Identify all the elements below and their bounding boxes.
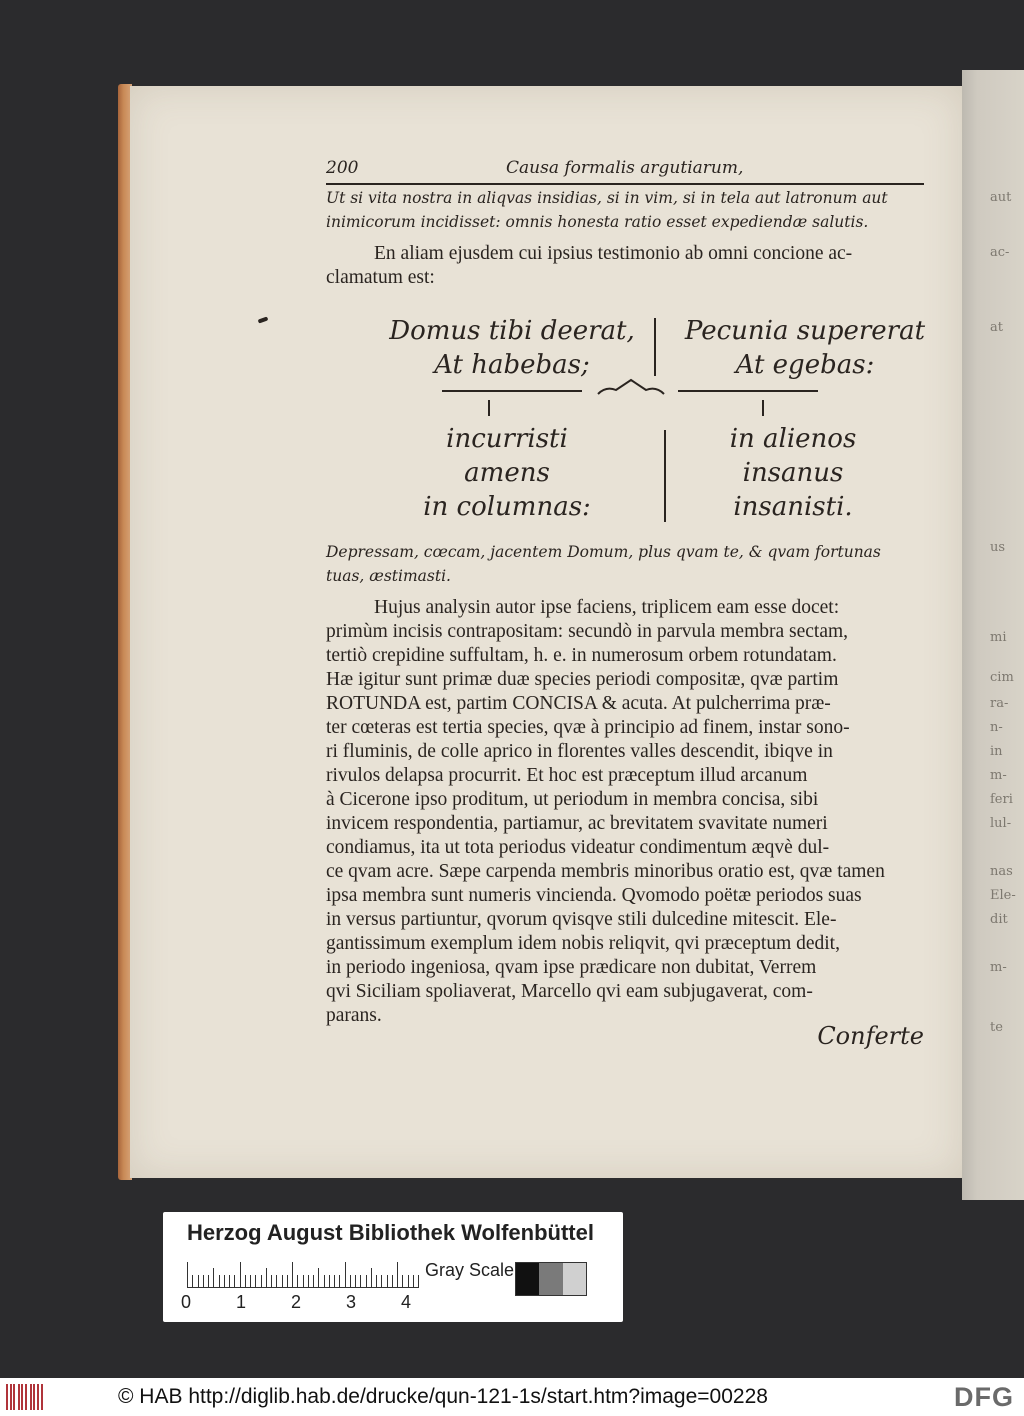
diagram-line: amens	[464, 458, 550, 488]
ruler-tick	[276, 1275, 277, 1288]
diagram-bracket-peak	[596, 378, 666, 398]
diagram-line: in alienos	[729, 424, 857, 454]
diagram-stem-left	[488, 400, 490, 416]
ruler-number: 2	[291, 1292, 302, 1312]
next-page-fragment: in	[990, 744, 1003, 759]
ruler-tick	[255, 1275, 256, 1288]
intro-paragraph	[326, 242, 926, 290]
text-line: Depressam, cœcam, jacentem Domum, plus qvam te, & qvam fortunas	[326, 543, 881, 561]
ruler-tick	[203, 1275, 204, 1288]
next-page-fragment: at	[990, 320, 1003, 335]
text-line: rivulos delapsa procurrit. Et hoc est præceptum illud arcanum	[326, 765, 808, 786]
ruler-tick	[324, 1275, 325, 1288]
ink-mark	[258, 316, 269, 323]
text-line: qvi Siciliam spoliaverat, Marcello qvi eam subjugaverat, com-	[326, 981, 813, 1002]
quote-paragraph	[326, 186, 926, 234]
next-page-fragment: nas	[990, 864, 1013, 879]
text-line: ROTUNDA est, partim CONCISA & acuta. At pulcherrima præ-	[326, 693, 831, 714]
ruler-tick	[392, 1275, 393, 1288]
diagram-bracket-left	[442, 390, 582, 392]
next-page-fragment: feri	[990, 792, 1013, 807]
copyright-text: © HAB http://diglib.hab.de/drucke/qun-121-1s/start.htm?image=00228	[118, 1385, 768, 1408]
text-line: ter cœteras est tertia species, qvæ à principio ad finem, instar sono-	[326, 717, 850, 738]
ruler-tick	[303, 1275, 304, 1288]
gray-scale-label: Gray Scale	[425, 1260, 515, 1280]
text-line: in versus partiuntur, qvorum qvisqve stili dulcedine mitescit. Ele-	[326, 909, 837, 930]
ruler-tick	[282, 1275, 283, 1288]
text-line: primùm incisis contrapositam: secundò in parvula membra sectam,	[326, 621, 849, 642]
running-head-title: Causa formalis argutiarum,	[506, 158, 744, 178]
ruler-tick	[318, 1268, 319, 1288]
library-scale-label	[163, 1212, 623, 1322]
next-page-fragment: te	[990, 1020, 1003, 1035]
text-line: tuas, æstimasti.	[326, 567, 451, 585]
ruler-tick	[250, 1275, 251, 1288]
diagram-line: insanus	[742, 458, 844, 488]
gray-swatch	[563, 1263, 586, 1295]
body-paragraph	[326, 596, 926, 1028]
library-name: Herzog August Bibliothek Wolfenbüttel	[187, 1220, 594, 1245]
next-page-fragment: mi	[990, 630, 1007, 645]
barcode-stripe	[21, 1384, 23, 1410]
diagram-line: At habebas;	[434, 350, 590, 380]
next-page-fragment: ac-	[990, 245, 1010, 260]
text-line: ce qvam acre. Sæpe carpenda membris minoribus oratio est, qvæ tamen	[326, 861, 885, 882]
barcode-stripe	[10, 1384, 12, 1410]
text-line: Ut si vita nostra in aliqvas insidias, si in vim, si in tela aut latronum aut	[326, 189, 888, 207]
ruler-tick	[313, 1275, 314, 1288]
barcode-stripe	[6, 1384, 8, 1410]
ruler-tick	[418, 1275, 419, 1288]
ruler-tick	[350, 1275, 351, 1288]
ruler-tick	[224, 1275, 225, 1288]
ruler-tick	[229, 1275, 230, 1288]
barcode-icon	[6, 1384, 46, 1410]
barcode-stripe	[33, 1384, 35, 1410]
ruler-tick	[360, 1275, 361, 1288]
next-page-fragment: m-	[990, 960, 1007, 975]
ruler-tick	[266, 1268, 267, 1288]
next-page-fragment: us	[990, 540, 1006, 555]
ruler-tick	[192, 1275, 193, 1288]
ruler-tick	[376, 1275, 377, 1288]
text-line: clamatum est:	[326, 267, 435, 288]
ruler-tick	[366, 1275, 367, 1288]
ruler-tick	[402, 1275, 403, 1288]
diagram-top-right	[670, 314, 940, 382]
ruler-tick	[397, 1262, 398, 1288]
next-page-fragment: aut	[990, 190, 1012, 205]
text-line: ri fluminis, de colle aprico in florentes valles descendit, ibiqve in	[326, 741, 833, 762]
next-page-fragment: m-	[990, 768, 1007, 783]
header-rule	[326, 183, 924, 185]
barcode-stripe	[25, 1384, 27, 1410]
next-page-fragment: n-	[990, 720, 1003, 735]
diagram-line: Pecunia supererat	[684, 316, 926, 346]
next-page-edge	[962, 70, 1024, 1200]
ruler-tick	[345, 1262, 346, 1288]
diagram-bracket-right	[678, 390, 818, 392]
text-line: condiamus, ita ut tota periodus videatur condimentum æqvè dul-	[326, 837, 830, 858]
ruler-tick	[339, 1275, 340, 1288]
running-header	[326, 158, 926, 182]
diagram-bottom-left	[412, 422, 602, 524]
ruler-tick	[271, 1275, 272, 1288]
ruler-tick	[245, 1275, 246, 1288]
diagram-line: insanisti.	[733, 492, 853, 522]
diagram-line: in columnas:	[423, 492, 591, 522]
caption-paragraph	[326, 540, 926, 588]
ruler-number: 4	[401, 1292, 412, 1312]
next-page-fragment: ra-	[990, 696, 1009, 711]
page-number: 200	[326, 158, 359, 178]
ruler-tick	[208, 1275, 209, 1288]
diagram-line: incurristi	[446, 424, 568, 454]
diagram-divider-bottom	[664, 430, 666, 522]
diagram-stem-right	[762, 400, 764, 416]
ruler-tick	[213, 1268, 214, 1288]
ruler-tick	[187, 1262, 188, 1288]
ruler-number: 0	[181, 1292, 192, 1312]
ruler-tick	[240, 1262, 241, 1288]
ruler-tick	[261, 1275, 262, 1288]
text-line: gantissimum exemplum idem nobis reliqvit, qvi præceptum dedit,	[326, 933, 840, 954]
barcode-stripe	[30, 1384, 32, 1410]
ruler-tick	[334, 1275, 335, 1288]
ruler-tick	[381, 1275, 382, 1288]
next-page-fragment: cim	[990, 670, 1014, 685]
next-page-fragment: dit	[990, 912, 1008, 927]
dfg-logo: DFG	[954, 1382, 1014, 1412]
next-page-fragment: lul-	[990, 816, 1012, 831]
ruler-tick	[371, 1268, 372, 1288]
ruler-number: 3	[346, 1292, 357, 1312]
ruler-numbers	[181, 1292, 431, 1312]
text-line: En aliam ejusdem cui ipsius testimonio ab omni concione ac-	[374, 243, 853, 264]
text-line: à Cicerone ipso proditum, ut periodum in membra concisa, sibi	[326, 789, 819, 810]
gray-swatch	[539, 1263, 562, 1295]
barcode-stripe	[13, 1384, 15, 1410]
gray-swatch	[516, 1263, 539, 1295]
ruler-tick	[198, 1275, 199, 1288]
ruler-tick	[234, 1275, 235, 1288]
ruler-scale	[187, 1258, 419, 1288]
ruler-tick	[329, 1275, 330, 1288]
barcode-stripe	[37, 1384, 39, 1410]
text-line: Hæ igitur sunt primæ duæ species periodi compositæ, qvæ partim	[326, 669, 839, 690]
footer-bar	[0, 1378, 1024, 1416]
barcode-stripe	[18, 1384, 20, 1410]
diagram-line: At egebas:	[735, 350, 875, 380]
text-line: invicem respondentia, partiamur, ac brevitatem svavitate numeri	[326, 813, 828, 834]
catchword: Conferte	[817, 1022, 924, 1050]
text-line: inimicorum incidisset: omnis honesta ratio esset expediendæ salutis.	[326, 213, 869, 231]
ruler-tick	[387, 1275, 388, 1288]
next-page-fragment: Ele-	[990, 888, 1016, 903]
ruler-tick	[413, 1275, 414, 1288]
ruler-number: 1	[236, 1292, 247, 1312]
barcode-stripe	[41, 1384, 43, 1410]
diagram-divider-top	[654, 318, 656, 376]
ruler-tick	[408, 1275, 409, 1288]
text-line: ipsa membra sunt numeris vincienda. Qvomodo poëtæ periodos suas	[326, 885, 862, 906]
text-line: Hujus analysin autor ipse faciens, triplicem eam esse docet:	[374, 597, 840, 618]
text-line: tertiò crepidine suffultam, h. e. in numerosum orbem rotundatam.	[326, 645, 837, 666]
diagram-bottom-right	[698, 422, 888, 524]
ruler-tick	[308, 1275, 309, 1288]
ruler-tick	[219, 1275, 220, 1288]
ruler-tick	[292, 1262, 293, 1288]
diagram-line: Domus tibi deerat,	[389, 316, 635, 346]
text-line: in periodo ingeniosa, qvam ipse prædicare non dubitat, Verrem	[326, 957, 817, 978]
text-line: parans.	[326, 1005, 382, 1026]
book-page	[130, 86, 962, 1178]
gray-scale-swatches	[515, 1262, 587, 1296]
ruler-tick	[355, 1275, 356, 1288]
diagram-top-left	[382, 314, 642, 382]
ruler-tick	[287, 1275, 288, 1288]
ruler-tick	[297, 1275, 298, 1288]
